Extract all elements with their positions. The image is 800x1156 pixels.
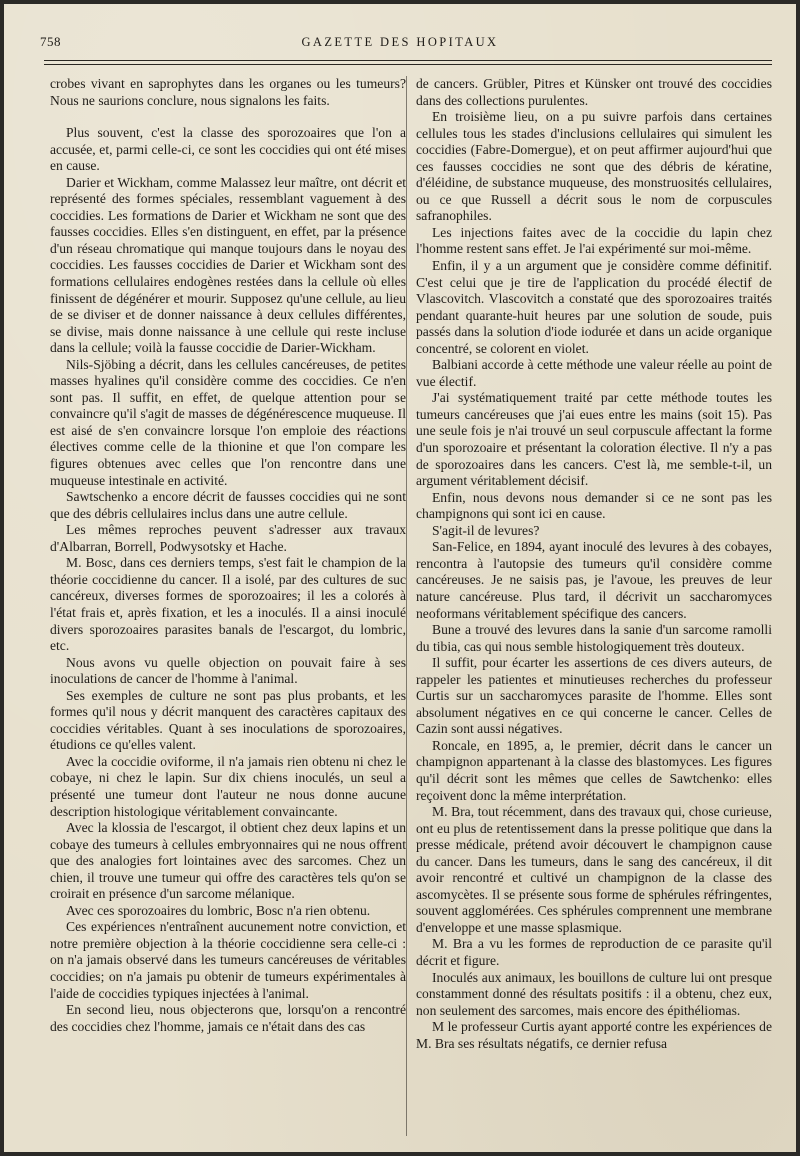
paragraph: En troisième lieu, on a pu suivre parfois dans certaines cellules tous les stades d'inclusions cellulaires qui simulent les coccidies (Fabre-Domergue), et on peut affirmer aujourd'hui que ces fausses coccidies ne sont que des débris de kératine, d'éléidine, de substance muqueuse, des monstruosités cellulaires, ou ce que Russell a décrit sous le nom de corpuscules safranophiles. xyxy=(416,109,772,224)
paragraph: M. Bra, tout récemment, dans des travaux qui, chose curieuse, ont eu plus de retentissement dans la presse politique que dans la presse médicale, prétend avoir découvert le champignon cause du cancer. Dans les tumeurs, dans le sang des cancéreux, il dit avoir rencontré et cultivé un champignon de la classe des ascomycètes. Il se présente sous forme de sphérules réfringentes, souvent agglomérées. Ces sphérules comprennent une membrane d'enveloppe et une masse splasmique. xyxy=(416,804,772,935)
paragraph: Avec ces sporozoaires du lombric, Bosc n'a rien obtenu. xyxy=(66,902,371,918)
paragraph: Ses exemples de culture ne sont pas plus probants, et les formes qu'il nous y décrit manquent des caractères capitaux des coccidies véritables. Quant à ses inoculations de sporozoaires, étudions ce qu'elles valent. xyxy=(50,687,406,753)
paragraph: En second lieu, nous objecterons que, lorsqu'on a rencontré des coccidies chez l'homme, jamais ce n'était dans des cas xyxy=(50,1002,406,1034)
paragraph: Bune a trouvé des levures dans la sanie d'un sarcome ramolli du tibia, cas qui nous semble histologiquement très douteux. xyxy=(416,622,772,654)
paragraph: M. Bra a vu les formes de reproduction de ce parasite qu'il décrit et figure. xyxy=(416,936,772,968)
paragraph: Balbiani accorde à cette méthode une valeur réelle au point de vue électif. xyxy=(416,357,772,389)
paragraph: Roncale, en 1895, a, le premier, décrit dans le cancer un champignon appartenant à la classe des blastomyces. Les figures qu'il décrit sont les mêmes que celles de Sawtchenko: elles reçoivent donc la même interprétation. xyxy=(416,737,772,803)
paragraph: Darier et Wickham, comme Malassez leur maître, ont décrit et représenté des formes spéciales, ressemblant vaguement à des coccidies. Les formations de Darier et Wickham ne sont que des fausses coccidies. Elles s'en distinguent, en effet, par la présence d'un réseau chromatique qui manque toujours dans le noyau des coccidies. Les fausses coccidies de Darier et Wickham sont des formations cellulaires endogènes restées dans la cellule où elles finissent de dégénérer et mourir. Supposez qu'une cellule, au lieu de se diviser et de donner naissance à deux cellules différentes, se divise, mais donne naissance à une cellule qui reste incluse dans la cellule; voilà la fausse coccidie de Darier-Wickham. xyxy=(50,174,406,356)
column-divider xyxy=(406,76,407,1136)
paragraph: Inoculés aux animaux, les bouillons de culture lui ont presque constamment donné des résultats positifs : il a obtenu, chez eux, non seulement des sarcomes, mais encore des épithéliomas. xyxy=(416,969,772,1018)
left-column xyxy=(50,76,406,1035)
paragraph: Avec la coccidie oviforme, il n'a jamais rien obtenu ni chez le cobaye, ni chez le lapin. Sur dix chiens inoculés, un seul a présenté une tumeur dont l'auteur ne nous donne aucune description histologique véritablement convaincante. xyxy=(50,753,406,819)
paragraph: M le professeur Curtis ayant apporté contre les expériences de M. Bra ses résultats négatifs, ce dernier refusa xyxy=(416,1019,772,1051)
running-title: GAZETTE DES HOPITAUX xyxy=(301,35,499,49)
header-rule xyxy=(44,60,772,65)
paragraph: Avec la klossia de l'escargot, il obtient chez deux lapins et un cobaye des tumeurs à cellules embryonnaires qui ne nous offrent que des analogies fort lointaines avec des sarcomes. Chez un chien, il trouve une tumeur qui offre des caractères tels qu'on se croirait en présence d'un sarcome mélanique. xyxy=(50,820,406,902)
paragraph: Les injections faites avec de la coccidie du lapin chez l'homme restent sans effet. Je l'ai expérimenté sur moi-même. xyxy=(416,224,772,257)
paragraph: Nous avons vu quelle objection on pouvait faire à ses inoculations de cancer de l'homme à l'animal. xyxy=(50,654,406,687)
paragraph: S'agit-il de levures? xyxy=(432,522,540,538)
paragraph: J'ai systématiquement traité par cette méthode toutes les tumeurs cancéreuses que j'ai eues entre les mains (soit 15). Pas une seule fois je n'ai trouvé un seul corpuscule affectant la forme d'un sporozoaire et présentant la coloration élective. Il n'y a pas de sporozoaires dans les cancers. C'est là, me semble-t-il, un argument véritablement décisif. xyxy=(416,390,772,489)
paragraph: San-Felice, en 1894, ayant inoculé des levures à des cobayes, rencontra à l'autopsie des tumeurs qu'il considère comme cancéreuses. Je ne saisis pas, je l'avoue, les preuves de leur nature cancéreuse. Plus tard, il décrivit un saccharomyces neoformans véritablement spécifique des cancers. xyxy=(416,539,772,621)
page-number: 758 xyxy=(40,34,61,49)
paragraph: Il suffit, pour écarter les assertions de ces divers auteurs, de rappeler les patientes et minutieuses recherches du professeur Curtis sur un saccharomyces parasite de l'homme. Elles sont absolument négatives en ce qui concerne le cancer. Celles de Cazin sont aussi négatives. xyxy=(416,655,772,737)
paragraph: Plus souvent, c'est la classe des sporozoaires que l'on a accusée, et, parmi celle-ci, ce sont les coccidies qui ont été mises en cause. xyxy=(50,125,406,174)
paragraph: Ces expériences n'entraînent aucunement notre conviction, et notre première objection à la théorie coccidienne sera celle-ci : on n'a jamais observé dans les tumeurs cancéreuses de véritables coccidies; on n'a jamais pu obtenir de tumeurs expérimentales à l'aide de coccidies typiques injectées à l'animal. xyxy=(50,919,406,1001)
paragraph: crobes vivant en saprophytes dans les organes ou les tumeurs? Nous ne saurions conclure, nous signalons les faits. xyxy=(50,76,406,108)
paragraph: Nils-Sjöbing a décrit, dans les cellules cancéreuses, de petites masses hyalines qu'il considère comme des coccidies. Ce n'en sont pas. Il suffit, en effet, de quelque attention pour se convaincre qu'il s'agit de masses de dégénérescence muqueuse. Il est aisé de s'en convaincre lorsque l'on emploie des réactions électives comme celle de la thionine et que l'on compare les figures obtenues avec celles que l'on rencontre dans une muqueuse intestinale en activité. xyxy=(50,356,406,488)
newspaper-page xyxy=(4,4,796,1152)
paragraph: Les mêmes reproches peuvent s'adresser aux travaux d'Albarran, Borrell, Podwysotsky et Hache. xyxy=(50,522,406,554)
paragraph: de cancers. Grübler, Pitres et Künsker ont trouvé des coccidies dans des collections purulentes. xyxy=(416,76,772,108)
paragraph: Enfin, il y a un argument que je considère comme définitif. C'est celui que je tire de l'application du procédé électif de Vlascovitch. Vlascovitch a constaté que des sporozoaires traités pendant quarante-huit heures par une solution de soude, puis passés dans la solution d'iode iodurée et dans un acide organique concentré, se colorent en violet. xyxy=(416,258,772,356)
paragraph: M. Bosc, dans ces derniers temps, s'est fait le champion de la théorie coccidienne du cancer. Il a isolé, par des cultures de suc cancéreux, diverses formes de sporozoaires; il les a colorés à l'état frais et, après fixation, et les a inoculés. Il a ainsi inoculé divers sporozoaires parasites banals de l'escargot, du lombric, etc. xyxy=(50,555,406,654)
right-column xyxy=(416,76,772,1052)
paragraph: Enfin, nous devons nous demander si ce ne sont pas les champignons qui sont ici en cause. xyxy=(416,489,772,522)
paragraph: Sawtschenko a encore décrit de fausses coccidies qui ne sont que des débris cellulaires inclus dans une autre cellule. xyxy=(50,489,406,521)
